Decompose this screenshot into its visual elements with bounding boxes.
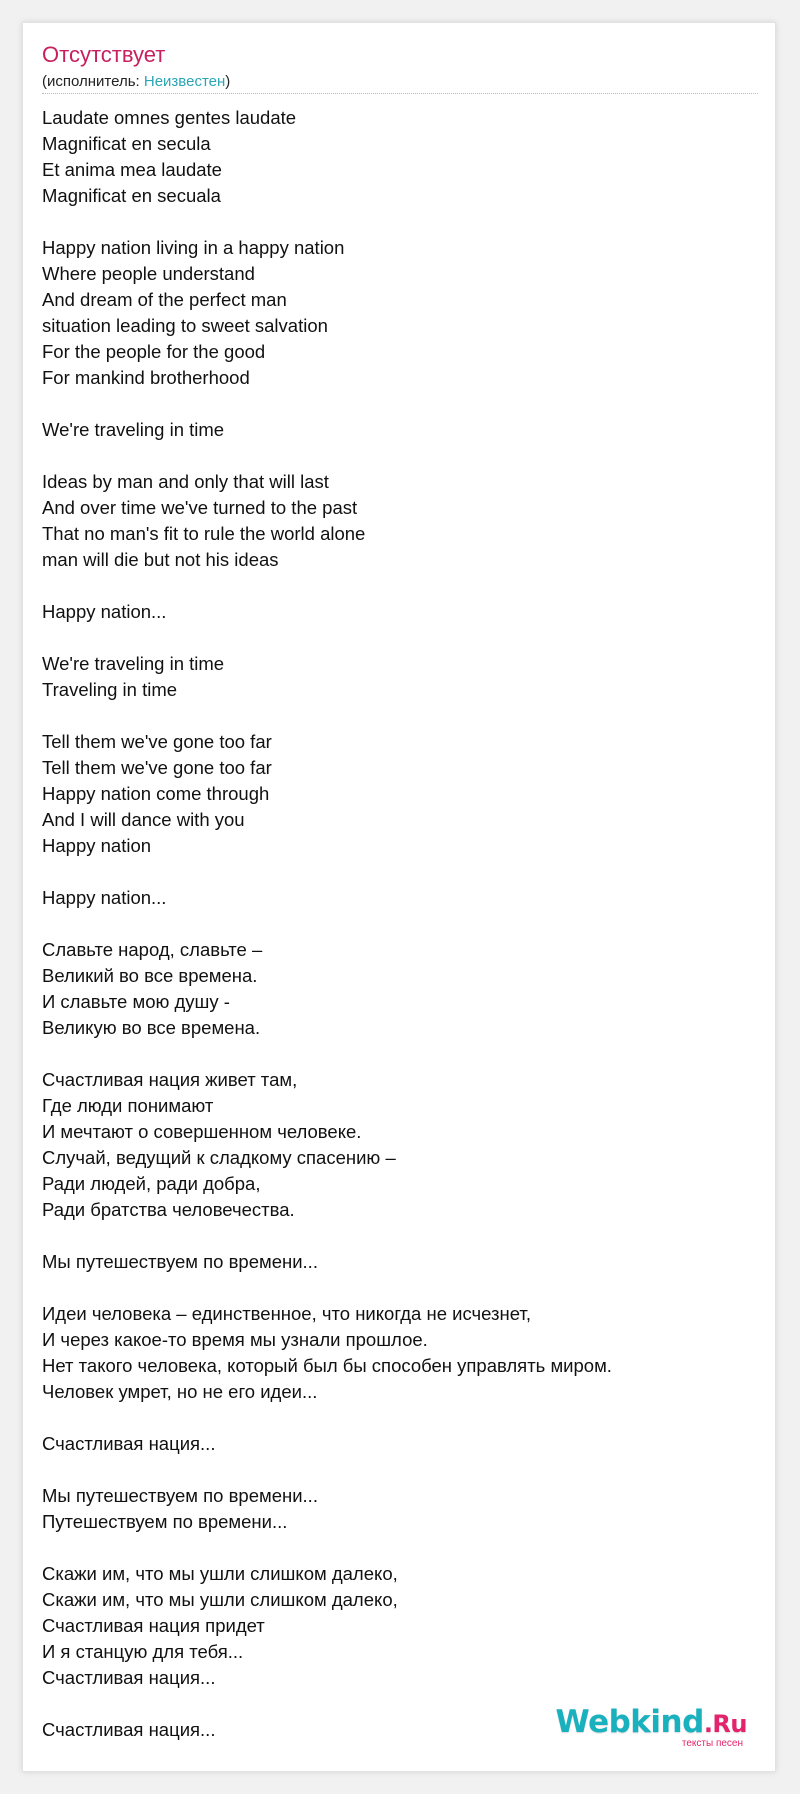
logo-wordmark [556, 1706, 748, 1740]
lyric-line: Traveling in time [42, 679, 178, 700]
lyrics-body [42, 105, 758, 1743]
artist-link[interactable]: Неизвестен [143, 73, 226, 90]
lyric-line: Нет такого человека, который был бы способен управлять миром. [42, 1355, 612, 1376]
lyric-line: Ideas by man and only that will last [42, 471, 329, 492]
lyric-line: Happy nation [42, 835, 152, 856]
stanza-break [42, 911, 758, 937]
lyric-line: Путешествуем по времени... [42, 1511, 288, 1532]
lyric-line: Скажи им, что мы ушли слишком далеко, [42, 1563, 398, 1584]
lyric-line: Tell them we've gone too far [42, 731, 272, 752]
lyric-line: И через какое-то время мы узнали прошлое. [42, 1329, 428, 1350]
lyric-line: That no man's fit to rule the world alone [42, 523, 366, 544]
stanza-break [42, 1405, 758, 1431]
logo-suffix: .Ru [703, 1710, 747, 1738]
lyric-line: Tell them we've gone too far [42, 757, 272, 778]
lyric-line: situation leading to sweet salvation [42, 315, 328, 336]
lyric-line: Ради людей, ради добра, [42, 1173, 261, 1194]
lyric-line: For the people for the good [42, 341, 266, 362]
lyric-line: We're traveling in time [42, 419, 225, 440]
title-divider [42, 93, 758, 94]
lyric-line: Славьте народ, славьте – [42, 939, 263, 960]
lyric-line: Happy nation... [42, 887, 167, 908]
lyric-line: Счастливая нация... [42, 1667, 216, 1688]
lyric-line: Ради братства человечества. [42, 1199, 295, 1220]
lyric-line: Magnificat en secula [42, 133, 211, 154]
lyrics-card [22, 22, 776, 1772]
stanza-break [42, 1457, 758, 1483]
stanza-break [42, 1535, 758, 1561]
stanza-break [42, 209, 758, 235]
lyric-line: Великую во все времена. [42, 1017, 261, 1038]
lyric-line: Laudate omnes gentes laudate [42, 107, 297, 128]
stanza-break [42, 1041, 758, 1067]
lyric-line: И я станцую для тебя... [42, 1641, 244, 1662]
lyric-line: Где люди понимают [42, 1095, 214, 1116]
lyric-line: Мы путешествуем по времени... [42, 1485, 318, 1506]
lyric-line: Скажи им, что мы ушли слишком далеко, [42, 1589, 398, 1610]
lyric-line: Счастливая нация... [42, 1719, 216, 1740]
lyric-line: For mankind brotherhood [42, 367, 250, 388]
stanza-break [42, 391, 758, 417]
lyric-line: И славьте мою душу - [42, 991, 230, 1012]
lyric-line: And I will dance with you [42, 809, 245, 830]
lyric-line: Счастливая нация... [42, 1433, 216, 1454]
artist-suffix: ) [225, 73, 231, 90]
stanza-break [42, 859, 758, 885]
stanza-break [42, 703, 758, 729]
logo-main-text: Webkind [555, 1704, 704, 1740]
lyric-line: And over time we've turned to the past [42, 497, 358, 518]
lyric-line: Мы путешествуем по времени... [42, 1251, 318, 1272]
logo-tagline: тексты песен [681, 1738, 743, 1749]
stanza-break [42, 443, 758, 469]
artist-prefix: (исполнитель: [42, 73, 144, 90]
lyric-line: Счастливая нация живет там, [42, 1069, 298, 1090]
lyric-line: And dream of the perfect man [42, 289, 287, 310]
lyric-line: We're traveling in time [42, 653, 225, 674]
lyric-line: Happy nation come through [42, 783, 270, 804]
lyric-line: Человек умрет, но не его идеи... [42, 1381, 318, 1402]
lyric-line: Happy nation... [42, 601, 167, 622]
webkind-logo[interactable] [556, 1706, 748, 1749]
stanza-break [42, 573, 758, 599]
stanza-break [42, 625, 758, 651]
song-title: Отсутствует [42, 42, 166, 67]
lyric-line: Идеи человека – единственное, что никогда не исчезнет, [42, 1303, 531, 1324]
lyric-line: Великий во все времена. [42, 965, 258, 986]
artist-line [42, 73, 230, 91]
lyric-line: Счастливая нация придет [42, 1615, 265, 1636]
lyric-line: Where people understand [42, 263, 255, 284]
stanza-break [42, 1223, 758, 1249]
lyric-line: man will die but not his ideas [42, 549, 279, 570]
lyric-line: Случай, ведущий к сладкому спасению – [42, 1147, 396, 1168]
lyric-line: И мечтают о совершенном человеке. [42, 1121, 362, 1142]
lyric-line: Et anima mea laudate [42, 159, 222, 180]
stanza-break [42, 1275, 758, 1301]
lyric-line: Happy nation living in a happy nation [42, 237, 345, 258]
lyric-line: Magnificat en secuala [42, 185, 221, 206]
